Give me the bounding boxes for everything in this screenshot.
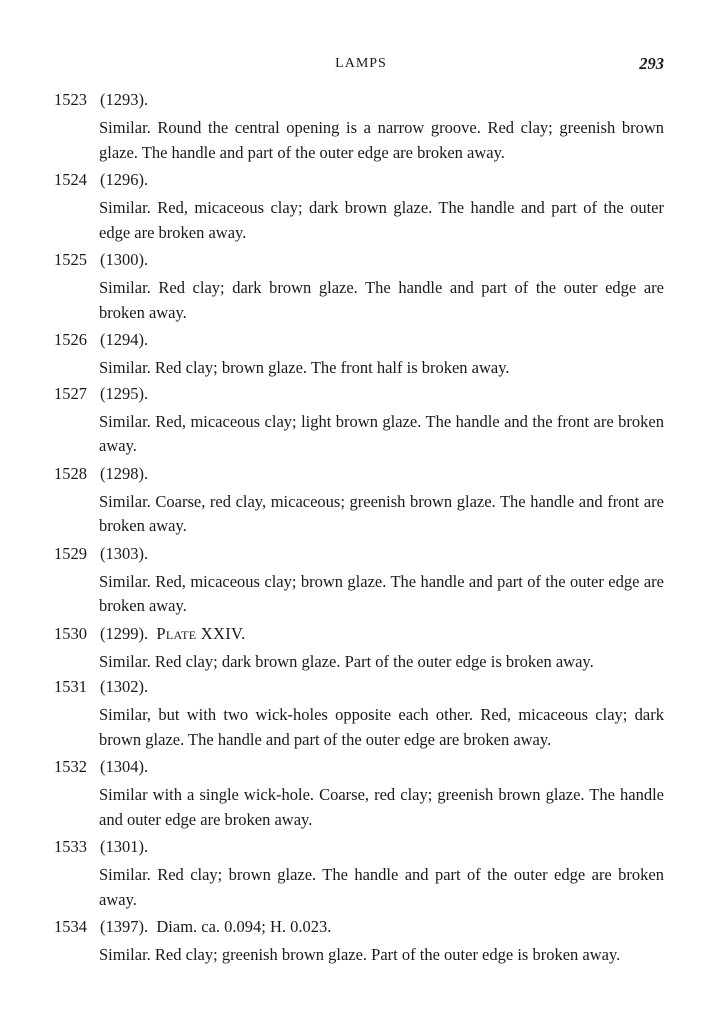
entry-description: Similar. Red clay; brown glaze. The handle and part of the outer edge are broken away. (99, 865, 664, 909)
entry-description: Similar. Red clay; dark brown glaze. The handle and part of the outer edge are broken away. (99, 278, 664, 322)
entry-description: Similar. Red, micaceous clay; dark brown glaze. The handle and part of the outer edge are broken away. (99, 198, 664, 242)
entry-number: 1526 (54, 330, 87, 349)
catalogue-entry (54, 330, 666, 384)
entry-reference: (1303). (100, 543, 149, 563)
entry-reference: (1295). (100, 383, 149, 403)
entry-reference: (1296). (100, 170, 149, 189)
entry-number: 1527 (54, 383, 87, 403)
entry-description: Similar. Red, micaceous clay; brown glaze. The handle and part of the outer edge are broken away. (99, 571, 664, 615)
entry-number: 1525 (54, 250, 87, 269)
entry-description: Similar, but with two wick-holes opposite each other. Red, micaceous clay; dark brown glaze. The handle and part of the outer edge are broken away. (99, 705, 664, 749)
entry-reference: (1298). (100, 463, 149, 483)
catalogue-entry (54, 90, 666, 170)
entry-heading (54, 677, 148, 697)
entry-description: Similar. Red clay; greenish brown glaze. Part of the outer edge is broken away. (99, 945, 621, 964)
entry-reference: (1397). (100, 917, 149, 936)
entry-heading (54, 544, 148, 564)
entry-heading (54, 624, 246, 644)
entry-number: 1523 (54, 90, 87, 109)
plate-reference: Plate XXIV. (156, 623, 246, 643)
entry-heading (54, 464, 148, 484)
entry-heading (54, 250, 148, 270)
entry-description: Similar. Red clay; brown glaze. The front half is broken away. (99, 358, 510, 377)
catalogue-entry (54, 757, 666, 837)
catalogue-entry (54, 250, 666, 330)
entry-number: 1531 (54, 677, 87, 696)
entry-reference: (1304). (100, 757, 149, 776)
entry-heading (54, 170, 148, 190)
entry-number: 1524 (54, 170, 87, 189)
entry-reference: (1299). (100, 623, 149, 643)
entry-number: 1530 (54, 623, 87, 643)
catalogue-entry (54, 170, 666, 250)
entry-number: 1534 (54, 917, 87, 936)
entry-heading (54, 330, 148, 350)
entry-description: Similar. Coarse, red clay, micaceous; greenish brown glaze. The handle and front are broken away. (99, 491, 664, 535)
entry-description: Similar. Red clay; dark brown glaze. Part of the outer edge is broken away. (99, 651, 594, 671)
catalogue-entry (54, 837, 666, 917)
catalogue-entry (54, 917, 666, 971)
entry-heading (54, 917, 331, 937)
catalogue-entry (54, 464, 666, 544)
entry-measurements: Diam. ca. 0.094; H. 0.023. (156, 917, 332, 936)
catalogue-entry (54, 544, 666, 624)
catalogue-entries (54, 90, 666, 971)
entry-number: 1528 (54, 463, 87, 483)
page-number: 293 (639, 54, 664, 73)
catalogue-entry (54, 677, 666, 757)
entry-number: 1532 (54, 757, 87, 776)
entry-heading (54, 837, 148, 857)
catalogue-entry (54, 384, 666, 464)
entry-reference: (1300). (100, 250, 149, 269)
running-title: LAMPS (335, 56, 387, 71)
entry-heading (54, 757, 148, 777)
entry-heading (54, 384, 148, 404)
running-head (0, 54, 722, 76)
catalogue-entry (54, 624, 666, 678)
entry-heading (54, 90, 148, 110)
entry-reference: (1302). (100, 677, 149, 696)
entry-description: Similar with a single wick-hole. Coarse, red clay; greenish brown glaze. The handle and outer edge are broken away. (99, 785, 664, 829)
entry-number: 1533 (54, 837, 87, 856)
entry-description: Similar. Red, micaceous clay; light brown glaze. The handle and the front are broken away. (99, 411, 664, 455)
entry-reference: (1301). (100, 837, 149, 856)
entry-description: Similar. Round the central opening is a narrow groove. Red clay; greenish brown glaze. The handle and part of the outer edge are broken away. (99, 118, 664, 162)
entry-reference: (1293). (100, 90, 149, 109)
entry-number: 1529 (54, 543, 87, 563)
entry-reference: (1294). (100, 330, 149, 349)
